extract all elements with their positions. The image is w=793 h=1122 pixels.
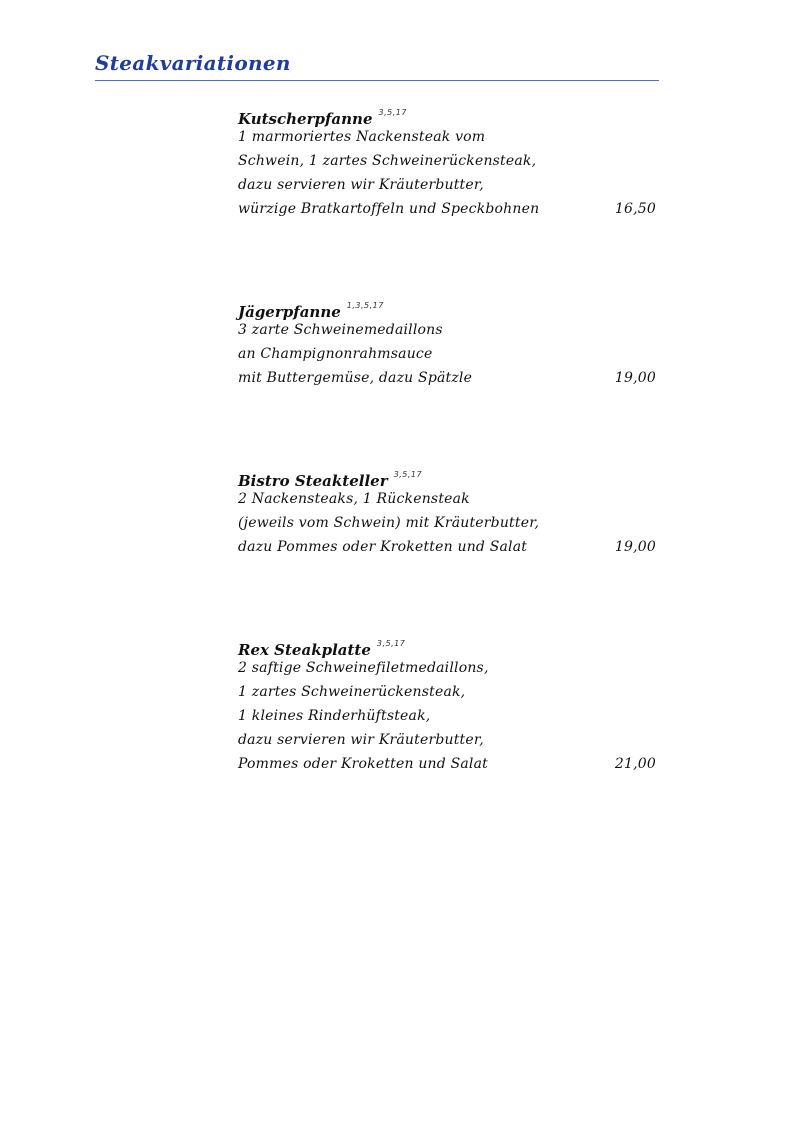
menu-item (238, 294, 658, 390)
item-description-line: dazu Pommes oder Kroketten und Salat (238, 539, 528, 555)
item-description-line: 1 kleines Rinderhüftsteak, (238, 708, 431, 724)
item-description-line: 2 Nackensteaks, 1 Rückensteak (238, 491, 470, 507)
item-heading (238, 294, 658, 321)
item-description-line: an Champignonrahmsauce (238, 346, 433, 362)
item-description-line: mit Buttergemüse, dazu Spätzle (238, 370, 473, 386)
item-description-line: 1 zartes Schweinerückensteak, (238, 684, 466, 700)
menu-item (238, 101, 658, 221)
item-price: 19,00 (614, 539, 656, 555)
item-description-line: dazu servieren wir Kräuterbutter, (238, 177, 484, 193)
section-title: Steakvariationen (95, 51, 291, 75)
item-description-last-line (238, 197, 658, 221)
item-allergens: 3,5,17 (393, 470, 423, 479)
menu-item (238, 463, 658, 559)
item-price: 19,00 (614, 370, 656, 386)
item-description-line: 2 saftige Schweinefiletmedaillons, (238, 660, 489, 676)
item-description-last-line (238, 366, 658, 390)
item-allergens: 3,5,17 (376, 639, 406, 648)
item-description-line: 3 zarte Schweinemedaillons (238, 322, 443, 338)
item-name: Jägerpfanne (238, 303, 341, 321)
item-heading (238, 463, 658, 490)
item-description-line: 1 marmoriertes Nackensteak vom (238, 129, 486, 145)
item-description-last-line (238, 752, 658, 776)
item-price: 21,00 (614, 756, 656, 772)
item-description-line: (jeweils vom Schwein) mit Kräuterbutter, (238, 515, 540, 531)
item-heading (238, 101, 658, 128)
item-heading (238, 632, 658, 659)
item-allergens: 1,3,5,17 (346, 301, 384, 310)
item-allergens: 3,5,17 (378, 108, 407, 117)
title-divider (95, 80, 659, 81)
item-description-line: dazu servieren wir Kräuterbutter, (238, 732, 484, 748)
item-description-line: würzige Bratkartoffeln und Speckbohnen (238, 201, 540, 217)
item-price: 16,50 (614, 201, 656, 217)
item-name: Bistro Steakteller (238, 472, 388, 490)
item-name: Kutscherpfanne (238, 110, 373, 128)
item-description-line: Pommes oder Kroketten und Salat (238, 756, 488, 772)
item-description-line: Schwein, 1 zartes Schweinerückensteak, (238, 153, 537, 169)
item-description-last-line (238, 535, 658, 559)
item-name: Rex Steakplatte (238, 641, 371, 659)
menu-item (238, 632, 658, 776)
